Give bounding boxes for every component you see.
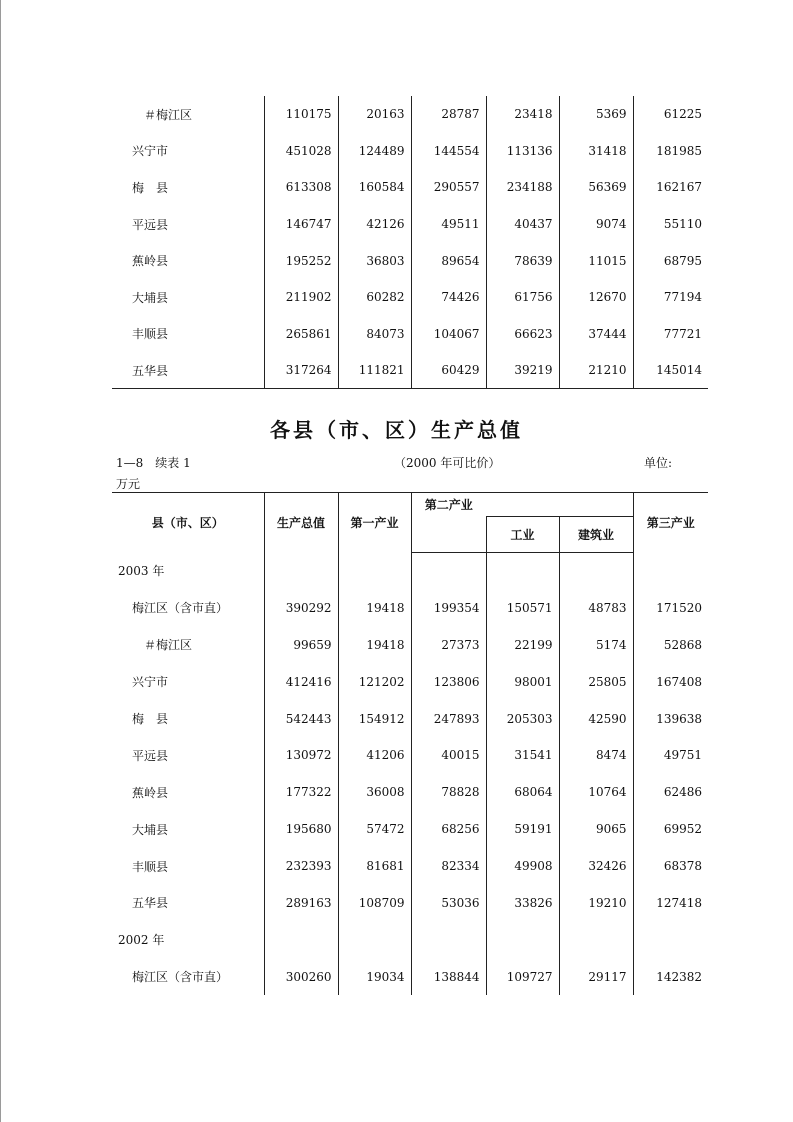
secondary-value: 60429 bbox=[411, 352, 486, 389]
gdp-value: 317264 bbox=[264, 352, 338, 389]
empty-cell bbox=[633, 553, 708, 590]
gdp-value: 211902 bbox=[264, 279, 338, 316]
empty-cell bbox=[338, 553, 411, 590]
gdp-value: 130972 bbox=[264, 737, 338, 774]
county-name: 梅江区（含市直） bbox=[132, 970, 229, 985]
industry-value: 109727 bbox=[486, 958, 559, 995]
secondary-value: 199354 bbox=[411, 589, 486, 626]
construction-value: 9065 bbox=[559, 811, 633, 848]
tertiary-value: 127418 bbox=[633, 885, 708, 922]
primary-value: 81681 bbox=[338, 848, 411, 885]
bottom-data-table bbox=[112, 492, 708, 995]
header-primary: 第一产业 bbox=[338, 493, 411, 553]
table-row bbox=[112, 958, 708, 995]
industry-value: 49908 bbox=[486, 848, 559, 885]
year-row bbox=[112, 553, 708, 590]
primary-value: 84073 bbox=[338, 316, 411, 353]
header-secondary-blank bbox=[411, 517, 486, 553]
secondary-value: 104067 bbox=[411, 316, 486, 353]
county-name: 平远县 bbox=[132, 748, 169, 763]
industry-value: 59191 bbox=[486, 811, 559, 848]
construction-value: 5369 bbox=[559, 96, 633, 133]
primary-value: 160584 bbox=[338, 169, 411, 206]
gdp-value: 195252 bbox=[264, 242, 338, 279]
secondary-value: 28787 bbox=[411, 96, 486, 133]
construction-value: 42590 bbox=[559, 700, 633, 737]
industry-value: 205303 bbox=[486, 700, 559, 737]
table-row bbox=[112, 737, 708, 774]
table-number: 1—8 续表 1 bbox=[116, 456, 191, 470]
empty-cell bbox=[264, 553, 338, 590]
secondary-value: 27373 bbox=[411, 626, 486, 663]
industry-value: 234188 bbox=[486, 169, 559, 206]
header-construction: 建筑业 bbox=[559, 517, 633, 553]
empty-cell bbox=[411, 921, 486, 958]
construction-value: 5174 bbox=[559, 626, 633, 663]
header-secondary: 第二产业 bbox=[411, 493, 486, 517]
tertiary-value: 49751 bbox=[633, 737, 708, 774]
header-secondary-spacer-1 bbox=[486, 493, 559, 517]
county-name: 兴宁市 bbox=[132, 144, 169, 159]
secondary-value: 78828 bbox=[411, 774, 486, 811]
secondary-value: 247893 bbox=[411, 700, 486, 737]
table-row bbox=[112, 700, 708, 737]
construction-value: 9074 bbox=[559, 206, 633, 243]
gdp-value: 177322 bbox=[264, 774, 338, 811]
header-county: 县（市、区） bbox=[112, 493, 264, 553]
construction-value: 12670 bbox=[559, 279, 633, 316]
county-name: 梅 县 bbox=[132, 180, 169, 195]
construction-value: 56369 bbox=[559, 169, 633, 206]
gdp-value: 146747 bbox=[264, 206, 338, 243]
gdp-value: 300260 bbox=[264, 958, 338, 995]
table-title: 各县（市、区）生产总值 bbox=[270, 418, 523, 442]
empty-cell bbox=[559, 553, 633, 590]
primary-value: 154912 bbox=[338, 700, 411, 737]
gdp-value: 195680 bbox=[264, 811, 338, 848]
primary-value: 36008 bbox=[338, 774, 411, 811]
construction-value: 31418 bbox=[559, 133, 633, 170]
secondary-value: 290557 bbox=[411, 169, 486, 206]
empty-cell bbox=[559, 921, 633, 958]
primary-value: 60282 bbox=[338, 279, 411, 316]
gdp-value: 232393 bbox=[264, 848, 338, 885]
primary-value: 42126 bbox=[338, 206, 411, 243]
secondary-value: 82334 bbox=[411, 848, 486, 885]
industry-value: 98001 bbox=[486, 663, 559, 700]
secondary-value: 144554 bbox=[411, 133, 486, 170]
construction-value: 21210 bbox=[559, 352, 633, 389]
empty-cell bbox=[411, 553, 486, 590]
header-gdp: 生产总值 bbox=[264, 493, 338, 553]
primary-value: 108709 bbox=[338, 885, 411, 922]
industry-value: 78639 bbox=[486, 242, 559, 279]
secondary-value: 89654 bbox=[411, 242, 486, 279]
construction-value: 10764 bbox=[559, 774, 633, 811]
tertiary-value: 77194 bbox=[633, 279, 708, 316]
gdp-value: 390292 bbox=[264, 589, 338, 626]
secondary-value: 74426 bbox=[411, 279, 486, 316]
year-label: 2003 年 bbox=[118, 564, 165, 579]
table-row bbox=[112, 316, 708, 353]
primary-value: 124489 bbox=[338, 133, 411, 170]
gdp-value: 542443 bbox=[264, 700, 338, 737]
gdp-value: 289163 bbox=[264, 885, 338, 922]
county-name: 丰顺县 bbox=[132, 327, 169, 342]
unit-value: 万元 bbox=[116, 477, 141, 491]
primary-value: 19418 bbox=[338, 589, 411, 626]
construction-value: 37444 bbox=[559, 316, 633, 353]
secondary-value: 40015 bbox=[411, 737, 486, 774]
secondary-value: 123806 bbox=[411, 663, 486, 700]
county-name: 大埔县 bbox=[132, 822, 169, 837]
tertiary-value: 139638 bbox=[633, 700, 708, 737]
primary-value: 19034 bbox=[338, 958, 411, 995]
construction-value: 48783 bbox=[559, 589, 633, 626]
industry-value: 39219 bbox=[486, 352, 559, 389]
industry-value: 31541 bbox=[486, 737, 559, 774]
tertiary-value: 77721 bbox=[633, 316, 708, 353]
primary-value: 41206 bbox=[338, 737, 411, 774]
tertiary-value: 61225 bbox=[633, 96, 708, 133]
county-name: 兴宁市 bbox=[132, 675, 169, 690]
table-row bbox=[112, 589, 708, 626]
header-industry: 工业 bbox=[486, 517, 559, 553]
table-row bbox=[112, 811, 708, 848]
gdp-value: 99659 bbox=[264, 626, 338, 663]
table-row bbox=[112, 663, 708, 700]
secondary-value: 138844 bbox=[411, 958, 486, 995]
header-tertiary: 第三产业 bbox=[633, 493, 708, 553]
tertiary-value: 69952 bbox=[633, 811, 708, 848]
year-row bbox=[112, 921, 708, 958]
construction-value: 8474 bbox=[559, 737, 633, 774]
table-row bbox=[112, 169, 708, 206]
tertiary-value: 142382 bbox=[633, 958, 708, 995]
county-name: 平远县 bbox=[132, 217, 169, 232]
industry-value: 40437 bbox=[486, 206, 559, 243]
empty-cell bbox=[264, 921, 338, 958]
page-left-border bbox=[0, 0, 1, 1122]
county-name: ＃梅江区 bbox=[144, 638, 193, 653]
industry-value: 22199 bbox=[486, 626, 559, 663]
tertiary-value: 167408 bbox=[633, 663, 708, 700]
county-name: 蕉岭县 bbox=[132, 254, 169, 269]
header-secondary-spacer-2 bbox=[559, 493, 633, 517]
gdp-value: 412416 bbox=[264, 663, 338, 700]
county-name: 梅江区（含市直） bbox=[132, 601, 229, 616]
table-row bbox=[112, 279, 708, 316]
tertiary-value: 145014 bbox=[633, 352, 708, 389]
table-row bbox=[112, 242, 708, 279]
construction-value: 25805 bbox=[559, 663, 633, 700]
tertiary-value: 181985 bbox=[633, 133, 708, 170]
table-row bbox=[112, 133, 708, 170]
primary-value: 20163 bbox=[338, 96, 411, 133]
tertiary-value: 162167 bbox=[633, 169, 708, 206]
secondary-value: 53036 bbox=[411, 885, 486, 922]
secondary-value: 68256 bbox=[411, 811, 486, 848]
industry-value: 61756 bbox=[486, 279, 559, 316]
industry-value: 23418 bbox=[486, 96, 559, 133]
unit-label: 单位: bbox=[644, 456, 673, 470]
primary-value: 36803 bbox=[338, 242, 411, 279]
county-name: 梅 县 bbox=[132, 712, 169, 726]
table-row bbox=[112, 885, 708, 922]
tertiary-value: 62486 bbox=[633, 774, 708, 811]
empty-cell bbox=[486, 921, 559, 958]
price-basis-note: （2000 年可比价） bbox=[394, 456, 501, 470]
table-row bbox=[112, 848, 708, 885]
industry-value: 113136 bbox=[486, 133, 559, 170]
county-name: 蕉岭县 bbox=[132, 785, 169, 800]
county-name: 五华县 bbox=[112, 352, 264, 389]
primary-value: 111821 bbox=[338, 352, 411, 389]
tertiary-value: 171520 bbox=[633, 589, 708, 626]
construction-value: 32426 bbox=[559, 848, 633, 885]
table-row bbox=[112, 206, 708, 243]
county-name: 丰顺县 bbox=[132, 859, 169, 874]
primary-value: 121202 bbox=[338, 663, 411, 700]
table-row bbox=[112, 352, 708, 389]
county-name: 五华县 bbox=[132, 896, 169, 911]
industry-value: 150571 bbox=[486, 589, 559, 626]
tertiary-value: 52868 bbox=[633, 626, 708, 663]
empty-cell bbox=[486, 553, 559, 590]
top-data-table bbox=[112, 96, 708, 389]
industry-value: 68064 bbox=[486, 774, 559, 811]
construction-value: 19210 bbox=[559, 885, 633, 922]
county-name: 大埔县 bbox=[132, 290, 169, 305]
gdp-value: 110175 bbox=[264, 96, 338, 133]
gdp-value: 451028 bbox=[264, 133, 338, 170]
gdp-value: 613308 bbox=[264, 169, 338, 206]
tertiary-value: 55110 bbox=[633, 206, 708, 243]
empty-cell bbox=[338, 921, 411, 958]
secondary-value: 49511 bbox=[411, 206, 486, 243]
construction-value: 11015 bbox=[559, 242, 633, 279]
table-row bbox=[112, 774, 708, 811]
industry-value: 33826 bbox=[486, 885, 559, 922]
county-name: ＃梅江区 bbox=[144, 107, 193, 122]
gdp-value: 265861 bbox=[264, 316, 338, 353]
industry-value: 66623 bbox=[486, 316, 559, 353]
tertiary-value: 68795 bbox=[633, 242, 708, 279]
empty-cell bbox=[633, 921, 708, 958]
year-label: 2002 年 bbox=[118, 933, 165, 948]
construction-value: 29117 bbox=[559, 958, 633, 995]
primary-value: 57472 bbox=[338, 811, 411, 848]
table-row bbox=[112, 626, 708, 663]
primary-value: 19418 bbox=[338, 626, 411, 663]
table-row bbox=[112, 96, 708, 133]
tertiary-value: 68378 bbox=[633, 848, 708, 885]
